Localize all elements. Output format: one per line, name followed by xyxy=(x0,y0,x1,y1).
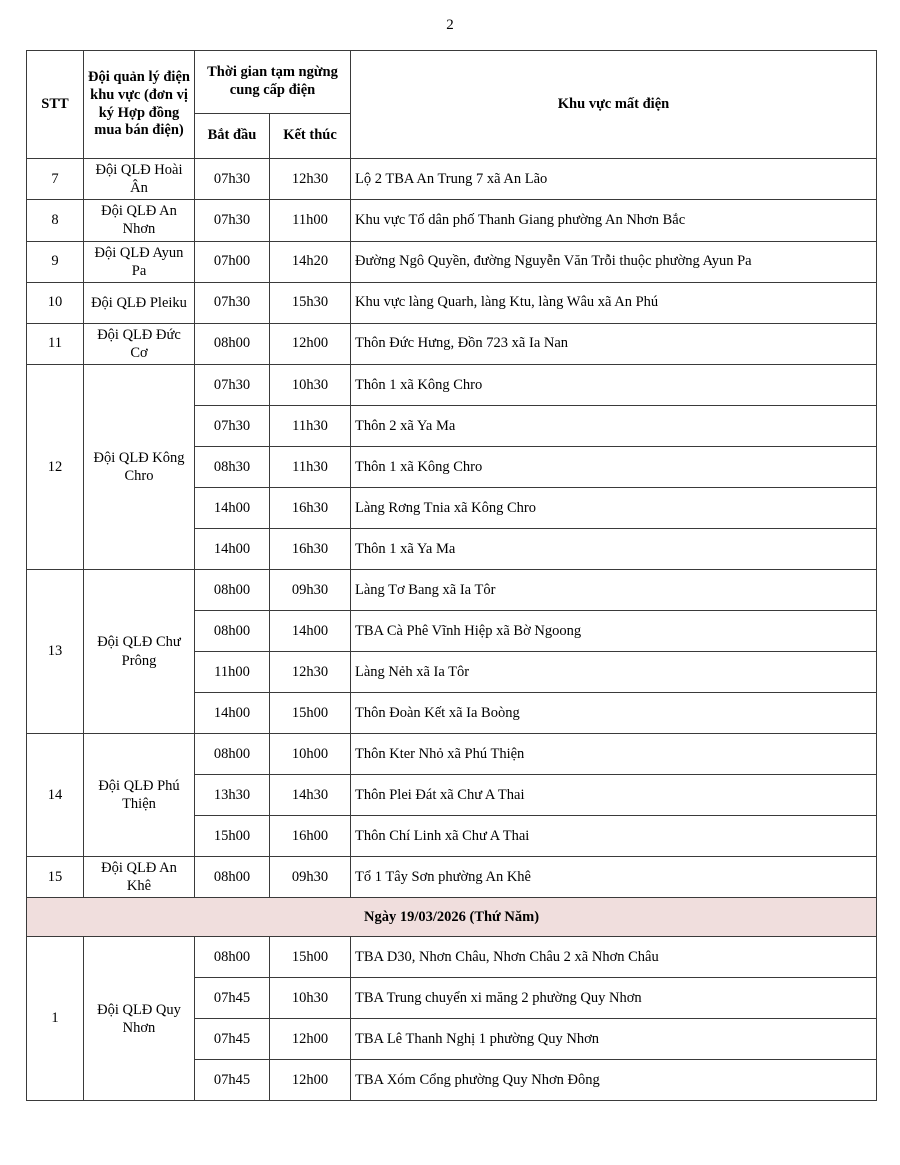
cell-start-time: 14h00 xyxy=(195,529,270,570)
cell-stt: 10 xyxy=(27,282,84,323)
cell-end-time: 16h00 xyxy=(270,816,351,857)
table-row xyxy=(27,159,877,200)
cell-stt: 9 xyxy=(27,241,84,282)
cell-area: Thôn 1 xã Ya Ma xyxy=(351,529,877,570)
outage-schedule-table xyxy=(26,50,877,1101)
cell-start-time: 11h00 xyxy=(195,652,270,693)
cell-end-time: 11h30 xyxy=(270,406,351,447)
cell-start-time: 07h30 xyxy=(195,406,270,447)
table-row xyxy=(27,365,877,406)
cell-area: TBA Cà Phê Vĩnh Hiệp xã Bờ Ngoong xyxy=(351,611,877,652)
cell-team: Đội QLĐ Ayun Pa xyxy=(84,241,195,282)
cell-start-time: 07h30 xyxy=(195,365,270,406)
cell-start-time: 08h00 xyxy=(195,323,270,364)
cell-end-time: 14h30 xyxy=(270,775,351,816)
cell-area: TBA Lê Thanh Nghị 1 phường Quy Nhơn xyxy=(351,1019,877,1060)
cell-end-time: 16h30 xyxy=(270,529,351,570)
cell-start-time: 08h00 xyxy=(195,857,270,898)
cell-stt: 14 xyxy=(27,734,84,857)
cell-area: Thôn Chí Linh xã Chư A Thai xyxy=(351,816,877,857)
cell-area: Thôn Đoàn Kết xã Ia Boòng xyxy=(351,693,877,734)
cell-end-time: 10h30 xyxy=(270,978,351,1019)
cell-end-time: 11h30 xyxy=(270,447,351,488)
table-row xyxy=(27,241,877,282)
cell-start-time: 15h00 xyxy=(195,816,270,857)
cell-stt: 7 xyxy=(27,159,84,200)
cell-area: Thôn Kter Nhỏ xã Phú Thiện xyxy=(351,734,877,775)
cell-team: Đội QLĐ An Khê xyxy=(84,857,195,898)
cell-end-time: 09h30 xyxy=(270,570,351,611)
cell-start-time: 07h45 xyxy=(195,1019,270,1060)
cell-end-time: 11h00 xyxy=(270,200,351,241)
column-header-start-time: Bắt đầu xyxy=(195,114,270,159)
table-row xyxy=(27,200,877,241)
cell-stt: 11 xyxy=(27,323,84,364)
cell-area: Thôn 2 xã Ya Ma xyxy=(351,406,877,447)
cell-start-time: 07h45 xyxy=(195,1060,270,1101)
cell-team: Đội QLĐ Quy Nhơn xyxy=(84,937,195,1101)
table-header-row-primary xyxy=(27,51,877,114)
cell-start-time: 14h00 xyxy=(195,488,270,529)
cell-team: Đội QLĐ Đức Cơ xyxy=(84,323,195,364)
cell-area: Thôn Đức Hưng, Đồn 723 xã Ia Nan xyxy=(351,323,877,364)
cell-start-time: 07h30 xyxy=(195,159,270,200)
cell-start-time: 07h00 xyxy=(195,241,270,282)
cell-area: Thôn Plei Đát xã Chư A Thai xyxy=(351,775,877,816)
table-row xyxy=(27,570,877,611)
cell-start-time: 07h30 xyxy=(195,200,270,241)
cell-start-time: 13h30 xyxy=(195,775,270,816)
cell-area: Làng Nẻh xã Ia Tôr xyxy=(351,652,877,693)
page-number: 2 xyxy=(446,17,454,33)
cell-area: Làng Rơng Tnia xã Kông Chro xyxy=(351,488,877,529)
column-header-time-group: Thời gian tạm ngừng cung cấp điện xyxy=(195,51,351,114)
cell-start-time: 08h00 xyxy=(195,570,270,611)
table-row xyxy=(27,734,877,775)
cell-start-time: 08h00 xyxy=(195,734,270,775)
cell-area: Làng Tơ Bang xã Ia Tôr xyxy=(351,570,877,611)
cell-end-time: 15h30 xyxy=(270,282,351,323)
cell-start-time: 08h00 xyxy=(195,611,270,652)
table-row xyxy=(27,857,877,898)
table-row xyxy=(27,282,877,323)
cell-team: Đội QLĐ Pleiku xyxy=(84,282,195,323)
cell-end-time: 12h00 xyxy=(270,1060,351,1101)
cell-start-time: 07h45 xyxy=(195,978,270,1019)
cell-start-time: 08h00 xyxy=(195,937,270,978)
cell-stt: 12 xyxy=(27,365,84,570)
cell-end-time: 15h00 xyxy=(270,693,351,734)
cell-end-time: 14h00 xyxy=(270,611,351,652)
cell-end-time: 15h00 xyxy=(270,937,351,978)
cell-team: Đội QLĐ Chư Prông xyxy=(84,570,195,734)
table-row xyxy=(27,937,877,978)
table-header xyxy=(27,51,877,159)
cell-area: Thôn 1 xã Kông Chro xyxy=(351,365,877,406)
cell-area: TBA Xóm Cổng phường Quy Nhơn Đông xyxy=(351,1060,877,1101)
cell-area: TBA D30, Nhơn Châu, Nhơn Châu 2 xã Nhơn Châu xyxy=(351,937,877,978)
cell-end-time: 10h00 xyxy=(270,734,351,775)
cell-end-time: 09h30 xyxy=(270,857,351,898)
cell-team: Đội QLĐ Phú Thiện xyxy=(84,734,195,857)
column-header-end-time: Kết thúc xyxy=(270,114,351,159)
cell-start-time: 14h00 xyxy=(195,693,270,734)
cell-team: Đội QLĐ Kông Chro xyxy=(84,365,195,570)
column-header-area: Khu vực mất điện xyxy=(351,51,877,159)
cell-area: Tổ 1 Tây Sơn phường An Khê xyxy=(351,857,877,898)
cell-end-time: 12h00 xyxy=(270,1019,351,1060)
cell-stt: 8 xyxy=(27,200,84,241)
cell-area: Khu vực làng Quarh, làng Ktu, làng Wâu xã An Phú xyxy=(351,282,877,323)
cell-end-time: 12h00 xyxy=(270,323,351,364)
cell-stt: 1 xyxy=(27,937,84,1101)
cell-end-time: 12h30 xyxy=(270,652,351,693)
cell-team: Đội QLĐ Hoài Ân xyxy=(84,159,195,200)
cell-end-time: 10h30 xyxy=(270,365,351,406)
cell-stt: 15 xyxy=(27,857,84,898)
outage-schedule-table-container xyxy=(26,50,876,1101)
cell-end-time: 12h30 xyxy=(270,159,351,200)
cell-area: Khu vực Tổ dân phố Thanh Giang phường An Nhơn Bắc xyxy=(351,200,877,241)
cell-end-time: 16h30 xyxy=(270,488,351,529)
cell-area: Đường Ngô Quyền, đường Nguyễn Văn Trỗi thuộc phường Ayun Pa xyxy=(351,241,877,282)
date-divider-row xyxy=(27,898,877,937)
date-divider-label: Ngày 19/03/2026 (Thứ Năm) xyxy=(27,898,877,937)
cell-stt: 13 xyxy=(27,570,84,734)
cell-area: Thôn 1 xã Kông Chro xyxy=(351,447,877,488)
column-header-stt: STT xyxy=(27,51,84,159)
cell-team: Đội QLĐ An Nhơn xyxy=(84,200,195,241)
table-body xyxy=(27,159,877,1101)
cell-area: Lộ 2 TBA An Trung 7 xã An Lão xyxy=(351,159,877,200)
cell-area: TBA Trung chuyển xi măng 2 phường Quy Nhơn xyxy=(351,978,877,1019)
cell-start-time: 07h30 xyxy=(195,282,270,323)
cell-start-time: 08h30 xyxy=(195,447,270,488)
cell-end-time: 14h20 xyxy=(270,241,351,282)
table-row xyxy=(27,323,877,364)
column-header-team: Đội quản lý điện khu vực (đơn vị ký Hợp đồng mua bán điện) xyxy=(84,51,195,159)
